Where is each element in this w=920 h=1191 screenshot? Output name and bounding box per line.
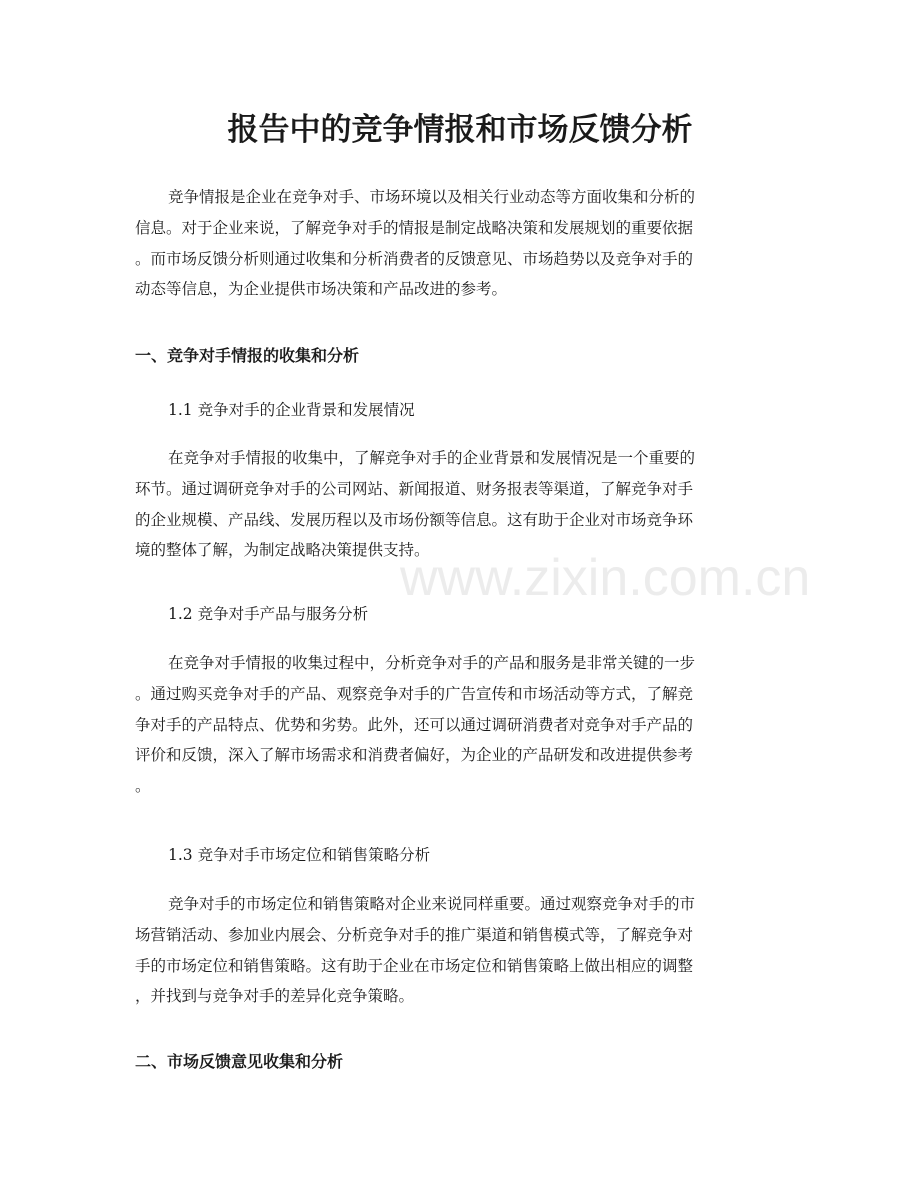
subsection-paragraph-1-1	[135, 443, 790, 566]
paragraph-line: 动态等信息，为企业提供市场决策和产品改进的参考。	[135, 280, 508, 299]
subsection-title-1-3: 1.3 竞争对手市场定位和销售策略分析	[168, 846, 431, 864]
paragraph-line: 争对手的产品特点、优势和劣势。此外，还可以通过调研消费者对竞争对手产品的	[135, 715, 694, 734]
paragraph-line: 在竞争对手情报的收集中，了解竞争对手的企业背景和发展情况是一个重要的	[168, 449, 696, 467]
paragraph-line: 境的整体了解，为制定战略决策提供支持。	[135, 541, 430, 560]
intro-paragraph	[135, 182, 790, 305]
subsection-paragraph-1-2	[135, 648, 790, 802]
paragraph-line: 。通过购买竞争对手的产品、观察竞争对手的广告宣传和市场活动等方式，了解竞	[135, 684, 694, 703]
paragraph-line: 。而市场反馈分析则通过收集和分析消费者的反馈意见、市场趋势以及竞争对手的	[135, 249, 694, 268]
paragraph-line: 竞争情报是企业在竞争对手、市场环境以及相关行业动态等方面收集和分析的	[168, 188, 696, 206]
watermark: www.zixin.com.cn	[400, 549, 811, 607]
subsection-paragraph-1-3	[135, 889, 790, 1012]
section-heading-1: 一、竞争对手情报的收集和分析	[135, 346, 360, 365]
paragraph-line: 在竞争对手情报的收集过程中，分析竞争对手的产品和服务是非常关键的一步	[168, 654, 696, 672]
paragraph-line: 环节。通过调研竞争对手的公司网站、新闻报道、财务报表等渠道，了解竞争对手	[135, 479, 694, 498]
paragraph-line: 手的市场定位和销售策略。这有助于企业在市场定位和销售策略上做出相应的调整	[135, 956, 694, 975]
paragraph-line: ，并找到与竞争对手的差异化竞争策略。	[135, 987, 415, 1006]
paragraph-line: 场营销活动、参加业内展会、分析竞争对手的推广渠道和销售模式等，了解竞争对	[135, 925, 694, 944]
page-title: 报告中的竞争情报和市场反馈分析	[227, 112, 693, 148]
paragraph-line: 评价和反馈，深入了解市场需求和消费者偏好，为企业的产品研发和改进提供参考	[135, 746, 694, 765]
subsection-title-1-1: 1.1 竞争对手的企业背景和发展情况	[168, 401, 415, 419]
subsection-title-1-2: 1.2 竞争对手产品与服务分析	[168, 605, 369, 623]
paragraph-line: 信息。对于企业来说，了解竞争对手的情报是制定战略决策和发展规划的重要依据	[135, 218, 694, 237]
paragraph-line: 。	[135, 777, 151, 796]
paragraph-line: 的企业规模、产品线、发展历程以及市场份额等信息。这有助于企业对市场竞争环	[135, 510, 694, 529]
paragraph-line: 竞争对手的市场定位和销售策略对企业来说同样重要。通过观察竞争对手的市	[168, 895, 696, 913]
section-heading-2: 二、市场反馈意见收集和分析	[135, 1052, 344, 1071]
